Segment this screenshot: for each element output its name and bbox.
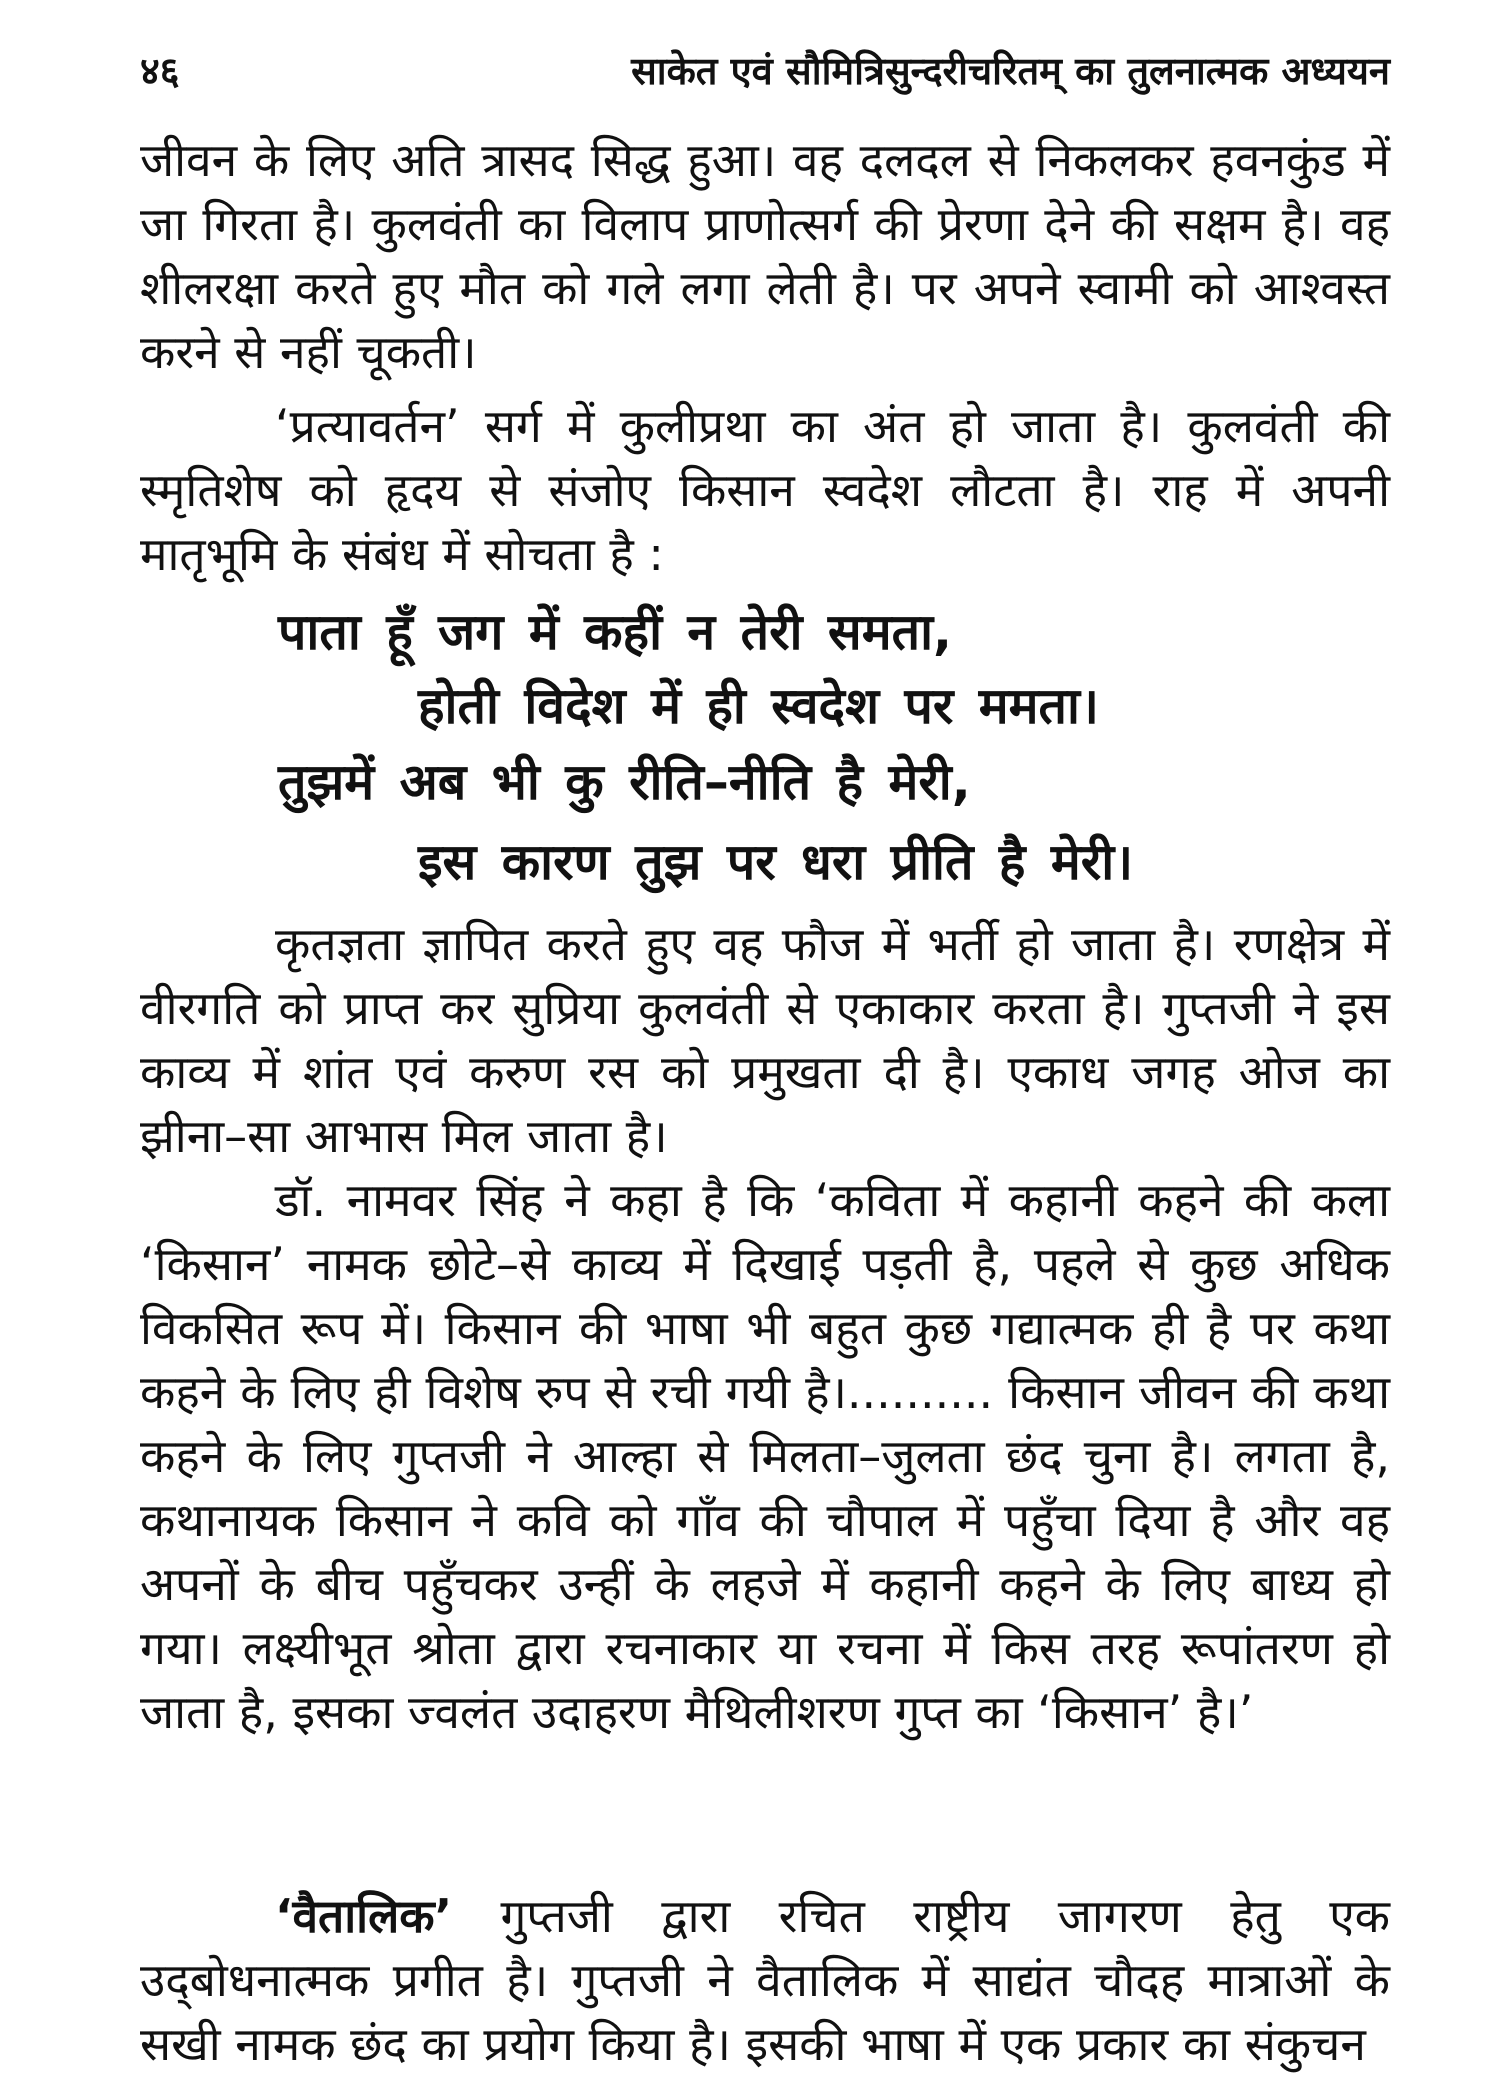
paragraph-4: डॉ. नामवर सिंह ने कहा है कि ‘कविता में कहानी कहने की कला ‘किसान’ नामक छोटे–से काव्य में दिखाई पड़ती है, पहले से कुछ अधिक विकसित रूप में। किसान की भाषा भी बहुत कुछ गद्यात्मक ही है पर कथा कहने के लिए ही विशेष रुप से रची गयी है।.......... किसान जीवन की कथा कहने के लिए गुप्तजी ने आल्हा से मिलता–जुलता छंद चुना है। लगता है, कथानायक किसान ने कवि को गाँव की चौपाल में पहुँचा दिया है और वह अपनों के बीच पहुँचकर उन्हीं के लहजे में कहानी कहने के लिए बाध्य हो गया। लक्ष्यीभूत श्रोता द्वारा रचनाकार या रचना में किस तरह रूपांतरण हो जाता है, इसका ज्वलंत उदाहरण मैथिलीशरण गुप्त का ‘किसान’ है।’ [140,1173,1390,1739]
verse-line-4: इस कारण तुझ पर धरा प्रीति है मेरी। [418,833,1134,891]
verse-line-1: पाता हूँ जग में कहीं न तेरी समता, [278,603,953,661]
paragraph-3: कृतज्ञता ज्ञापित करते हुए वह फौज में भर्ती हो जाता है। रणक्षेत्र में वीरगति को प्राप्त कर सुप्रिया कुलवंती से एकाकार करता है। गुप्तजी ने इस काव्य में शांत एवं करुण रस को प्रमुखता दी है। एकाध जगह ओज का झीना–सा आभास मिल जाता है। [140,917,1390,1163]
verse-line-3: तुझमें अब भी कु रीति–नीति है मेरी, [278,753,971,811]
paragraph-5 [140,1884,1390,2076]
page-number: ४६ [140,49,180,93]
running-title: साकेत एवं सौमित्रिसुन्दरीचरितम् का तुलनात्मक अध्ययन [631,49,1390,93]
paragraph-1: जीवन के लिए अति त्रासद सिद्ध हुआ। वह दलदल से निकलकर हवनकुंड में जा गिरता है। कुलवंती का विलाप प्राणोत्सर्ग की प्रेरणा देने की सक्षम है। वह शीलरक्षा करते हुए मौत को गले लगा लेती है। पर अपने स्वामी को आश्वस्त करने से नहीं चूकती। [140,133,1390,379]
paragraph-2: ‘प्रत्यावर्तन’ सर्ग में कुलीप्रथा का अंत हो जाता है। कुलवंती की स्मृतिशेष को हृदय से संजोए किसान स्वदेश लौटता है। राह में अपनी मातृभूमि के संबंध में सोचता है : [140,399,1390,581]
verse-line-2: होती विदेश में ही स्वदेश पर ममता। [418,677,1099,735]
paragraph-5-text: गुप्तजी द्वारा रचित राष्ट्रीय जागरण हेतु एक उद्‌बोधनात्मक प्रगीत है। गुप्तजी ने वैतालिक में साद्यंत चौदह मात्राओं के सखी नामक छंद का प्रयोग किया है। इसकी भाषा में एक प्रकार का संकुचन [140,1889,1390,2071]
page-header [140,40,1390,100]
vaitalik-term: ‘वैतालिक’ [275,1889,453,1943]
